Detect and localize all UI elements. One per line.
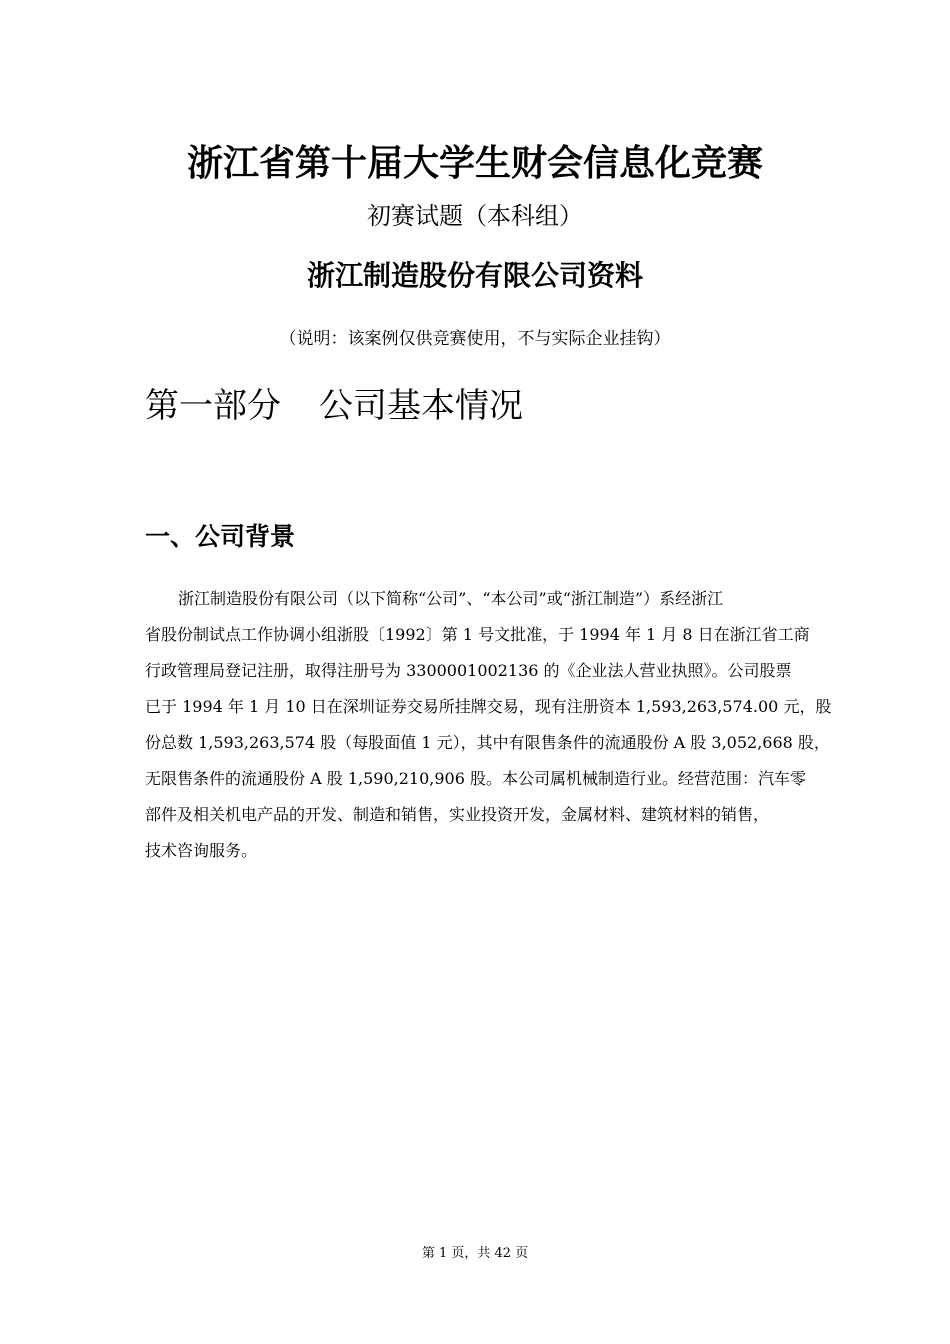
paragraph-line: 技术咨询服务。 (145, 841, 258, 860)
body-paragraph (145, 581, 832, 869)
page-footer: 第 1 页，共 42 页 (421, 1246, 529, 1261)
document-subtitle: 初赛试题（本科组） (367, 202, 583, 230)
company-heading: 浙江制造股份有限公司资料 (306, 259, 643, 292)
part-number: 第一部分 (145, 386, 281, 426)
disclaimer-note: （说明：该案例仅供竞赛使用，不与实际企业挂钩） (279, 329, 671, 349)
paragraph-line: 无限售条件的流通股份 A 股 1,590,210,906 股。本公司属机械制造行业。经营范围：汽车零 (145, 769, 806, 788)
paragraph-line: 行政管理局登记注册，取得注册号为 3300001002136 的《企业法人营业执照》。公司股票 (145, 661, 792, 680)
paragraph-line: 份总数 1,593,263,574 股（每股面值 1 元），其中有限售条件的流通股份 A 股 3,052,668 股， (145, 733, 830, 752)
paragraph-line: 部件及相关机电产品的开发、制造和销售，实业投资开发，金属材料、建筑材料的销售， (145, 805, 770, 824)
paragraph-line: 已于 1994 年 1 月 10 日在深圳证券交易所挂牌交易，现有注册资本 1,593,263,574.00 元，股 (145, 697, 832, 716)
document-title: 浙江省第十届大学生财会信息化竞赛 (186, 143, 763, 184)
part-name: 公司基本情况 (319, 386, 523, 426)
paragraph-line: 省股份制试点工作协调小组浙股〔1992〕第 1 号文批准，于 1994 年 1 月 8 日在浙江省工商 (145, 625, 810, 644)
section-heading: 一、公司背景 (145, 522, 296, 551)
paragraph-line: 浙江制造股份有限公司（以下简称“公司”、“本公司”或“浙江制造”）系经浙江 (178, 589, 724, 608)
part-heading (145, 382, 523, 430)
